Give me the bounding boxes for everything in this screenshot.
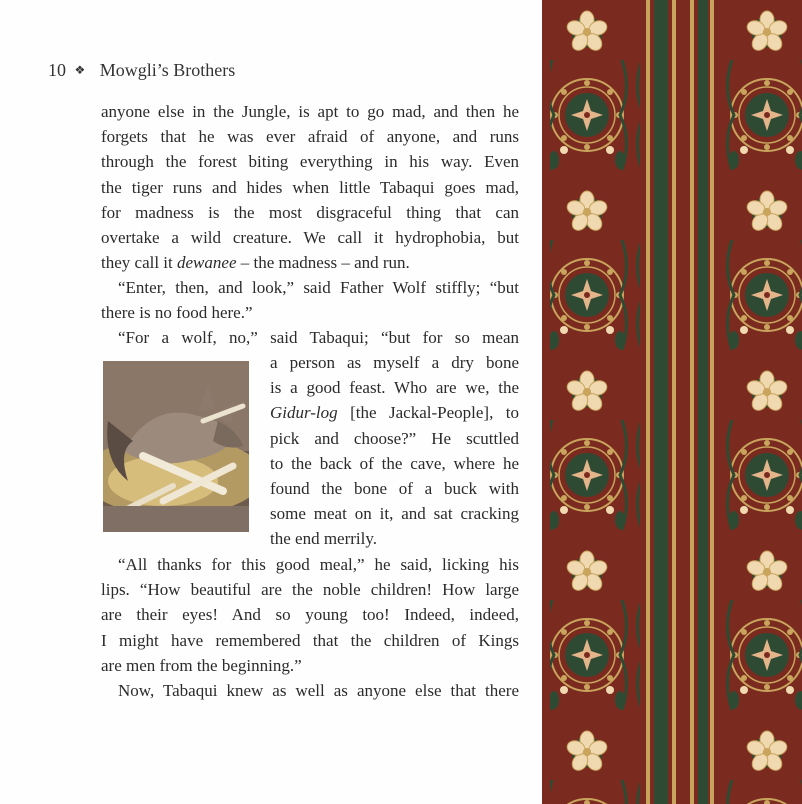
- text-line: found the bone of a buck with: [270, 478, 519, 498]
- paragraph-3-wrap: [270, 350, 519, 552]
- paragraph-5: [101, 678, 519, 703]
- text-line: there is no food here.”: [101, 303, 253, 323]
- jackal-illustration: [103, 361, 249, 532]
- paragraph-4: [101, 552, 519, 678]
- text-line: [270, 400, 519, 425]
- text-line: for madness is the most disgraceful thing that can: [101, 202, 519, 222]
- text-line: “Enter, then, and look,” said Father Wolf stiffly; “but: [118, 278, 519, 297]
- text-line: are their eyes! And so young too! Indeed, indeed,: [101, 605, 519, 625]
- text-line: forgets that he was ever afraid of anyone, and runs: [101, 127, 519, 147]
- italic-word: Gidur-log: [270, 403, 338, 423]
- text-line: I might have remembered that the children of Kings: [101, 630, 519, 650]
- text-line: “All thanks for this good meal,” he said, licking his: [118, 555, 519, 574]
- text-line: Now, Tabaqui knew as well as anyone else that there: [118, 681, 519, 700]
- text-line: are men from the beginning.”: [101, 655, 302, 675]
- text-line: the end merrily.: [270, 529, 377, 549]
- text-line: anyone else in the Jungle, is apt to go mad, and then he: [101, 102, 519, 121]
- text-line: through the forest biting everything in his way. Even: [101, 152, 519, 172]
- text-line: the tiger runs and hides when little Tabaqui goes mad,: [101, 177, 519, 197]
- text-line: a person as myself a dry bone: [270, 353, 519, 372]
- text-line: to the back of the cave, where he: [270, 453, 519, 473]
- italic-word: dewanee: [177, 253, 237, 273]
- text-line: overtake a wild creature. We call it hydrophobia, but: [101, 227, 519, 247]
- header-ornament-icon: ❖: [74, 63, 86, 77]
- paragraph-3: [101, 325, 519, 350]
- text-line: is a good feast. Who are we, the: [270, 378, 519, 398]
- text-line: lips. “How beautiful are the noble children! How large: [101, 580, 519, 600]
- paragraph-2: [101, 275, 519, 325]
- text-line: “For a wolf, no,” said Tabaqui; “but for so mean: [118, 328, 519, 347]
- paragraph-1: [101, 99, 519, 275]
- running-header: [48, 60, 235, 81]
- page-number: 10: [48, 60, 66, 80]
- text-line: some meat on it, and sat cracking: [270, 504, 519, 524]
- text-span: they call it: [101, 253, 178, 273]
- decorative-border: [542, 0, 802, 804]
- text-line: [101, 250, 519, 275]
- text-span: [the Jackal-People], to: [337, 403, 519, 423]
- text-span: – the madness – and run.: [236, 253, 410, 273]
- text-line: pick and choose?” He scuttled: [270, 428, 519, 448]
- chapter-title: Mowgli’s Brothers: [99, 60, 236, 80]
